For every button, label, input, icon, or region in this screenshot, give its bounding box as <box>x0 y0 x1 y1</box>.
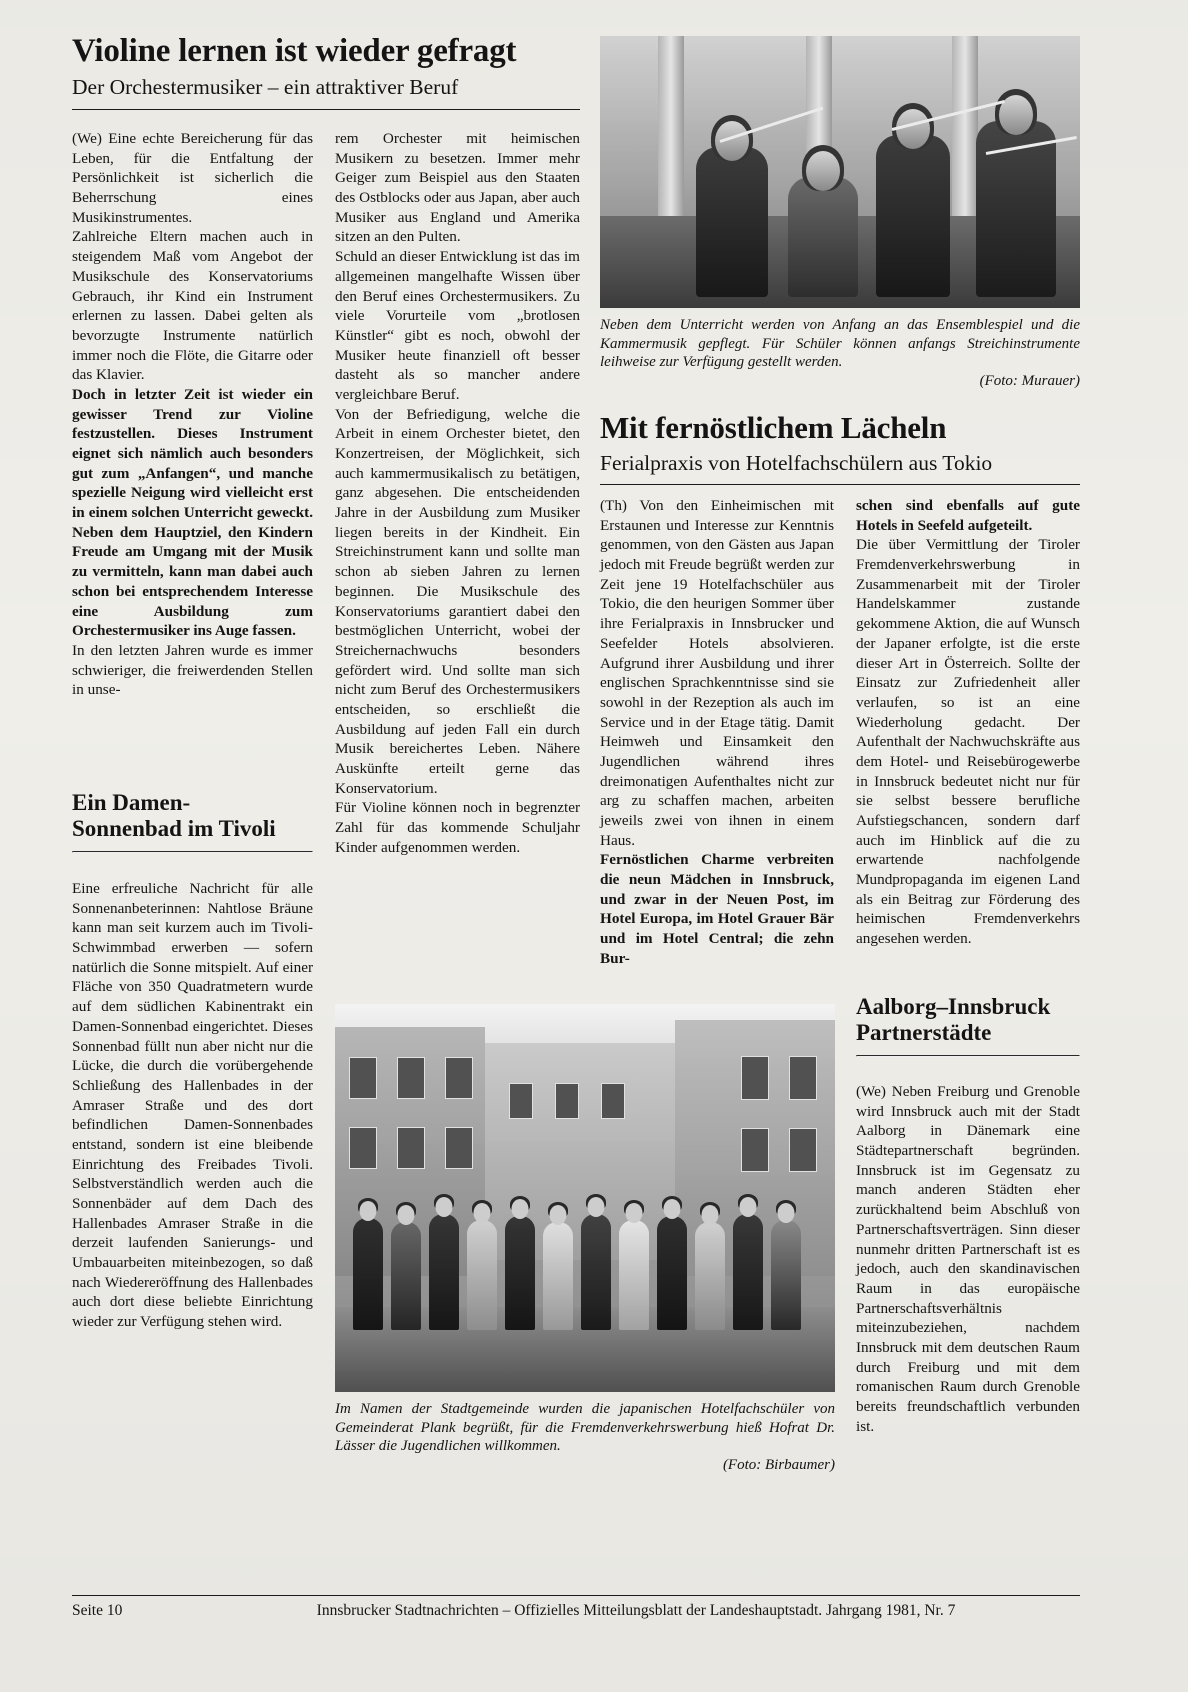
photo-person <box>505 1216 535 1330</box>
paragraph-bold: schen sind ebenfalls auf gute Hotels in Seefeld aufgeteilt. <box>856 497 1080 534</box>
violin-column-1 <box>72 129 313 700</box>
damen-body <box>72 879 313 1332</box>
photo-window <box>789 1056 817 1100</box>
photo-credit: (Foto: Murauer) <box>979 372 1080 389</box>
photo-person <box>696 147 768 297</box>
photo-window <box>445 1057 473 1099</box>
photo-person <box>429 1214 459 1330</box>
page-footer <box>72 1595 1080 1620</box>
caption-text: Neben dem Unterricht werden von Anfang an das Ensemblespiel und die Kammermusik gepflegt. Für Schüler können anfangs Streichinstrumente leihweise zur Verfügung gestellt werden. <box>600 317 1080 371</box>
photo-window <box>349 1057 377 1099</box>
fernost-column-2 <box>856 496 1080 949</box>
paragraph: Eine erfreuliche Nachricht für alle Sonnenanbeterinnen: Nahtlose Bräune kann man seit kurzem auch im Tivoli-Schwimmbad erwerben — sofern natürlich die Sonne mitspielt. Auf einer Fläche von 350 Quadratmetern wurde auf dem südlichen Kabinentrakt ein Damen-Sonnenbad eingerichtet. Dieses Sonnenbad füllt nun aber nicht nur die Lücke, die durch die vorübergehende Schließung des Hallenbades in der Amraser Straße und des dort befindlichen Damen-Sonnenbades entstand, sondern ist eine bleibende Einrichtung des Freibades Tivoli. Selbstverständlich werden auch die Sonnenbäder auf dem Dach des Hallenbades Amraser Straße in die derzeit laufenden Sanierungs- und Umbauarbeiten miteinbezogen, so daß nach Wiedereröffnung des Hallenbades auch dort diese beliebte Einrichtung wieder zur Verfügung stehen wird. <box>72 880 313 1331</box>
violin-headline: Violine lernen ist wieder gefragt <box>72 33 517 69</box>
photo-window <box>555 1083 579 1119</box>
fernost-headline: Mit fernöstlichem Lächeln <box>600 410 947 445</box>
violin-subhead: Der Orchestermusiker – ein attraktiver Beruf <box>72 74 459 99</box>
photo-window <box>445 1127 473 1169</box>
photo-person <box>391 1222 421 1330</box>
photo-person <box>467 1220 497 1330</box>
photo-person <box>619 1220 649 1330</box>
photo-person-head <box>806 151 840 191</box>
aalborg-headline-line2: Partnerstädte <box>856 1019 992 1045</box>
photo-person <box>543 1222 573 1330</box>
photo-window <box>397 1127 425 1169</box>
damen-headline-line2: Sonnenbad im Tivoli <box>72 815 276 841</box>
divider <box>856 1055 1080 1057</box>
photo-person <box>771 1220 801 1330</box>
divider <box>72 109 580 110</box>
photo-window <box>509 1083 533 1119</box>
aalborg-headline-line1: Aalborg–Innsbruck <box>856 994 1051 1019</box>
photo-window <box>741 1056 769 1100</box>
violin-article-header <box>72 34 580 110</box>
photo-window <box>349 1127 377 1169</box>
photo-person <box>581 1214 611 1330</box>
japanese-students-group-photo <box>335 1004 835 1392</box>
paragraph: rem Orchester mit heimischen Musikern zu besetzen. Immer mehr Geiger zum Beispiel aus den Staaten des Ostblocks oder aus Japan, aber auch Musiker aus England und Amerika sitzen an den Pulten. <box>335 130 580 246</box>
photo-person-head <box>896 109 930 149</box>
paragraph: In den letzten Jahren wurde es immer schwieriger, die freiwerdenden Stellen in unse- <box>72 641 313 699</box>
paragraph: Von der Befriedigung, welche die Arbeit in einem Orchester bietet, den Konzertreisen, der Möglichkeit, sich auch kammermusikalisch zu betätigen, ganz abgesehen. Die entscheidenden Jahre in der Ausbildung zum Musiker liegen bereits in der Kindheit. Ein Streichinstrument kann und sollte man schon ab sieben Jahren zu lernen beginnen. Die Musikschule des Konservatoriums garantiert dabei den bestmöglichen Unterricht, wobei der Streichernachwuchs besonders gefördert wird. Und sollte man sich nicht zum Beruf des Orchestermusikers entscheiden, so erschließt die Ausbildung auf jeden Fall ein durch Musik bereichertes Leben. Nähere Auskünfte erteilt gerne das Konservatorium. <box>335 405 580 797</box>
group-photo-caption <box>335 1400 835 1474</box>
paragraph: (We) Neben Freiburg und Grenoble wird Innsbruck auch mit der Stadt Aalborg in Dänemark eine Städtepartnerschaft begründen. Innsbruck ist im Gegensatz zu manch anderen Städten eher zurückhaltend beim Abschluß von Partnerschaftsverträgen. Sinn dieser nunmehr dritten Partnerschaft ist es jedoch, auch den skandinavischen Raum in das europäische Partnerschaftsverhältnis miteinzubeziehen, nachdem Innsbruck mit dem deutschen Raum durch Freiburg und mit dem romanischen Raum durch Grenoble bereits freundschaftlich verbunden ist. <box>856 1083 1080 1435</box>
aalborg-body <box>856 1082 1080 1436</box>
page-content <box>72 34 1080 1620</box>
photo-window <box>397 1057 425 1099</box>
page-number: Seite 10 <box>72 1602 123 1619</box>
divider <box>72 851 313 853</box>
paragraph-bold: Fernöstlichen Charme verbreiten die neun Mädchen in Innsbruck, und zwar in der Neuen Post, im Hotel Europa, im Hotel Grauer Bär und im Hotel Central; die zehn Bur- <box>600 851 834 967</box>
group-photo-block <box>335 1004 835 1474</box>
photo-window <box>789 1128 817 1172</box>
divider <box>600 484 1080 485</box>
photo-person <box>353 1218 383 1330</box>
violin-column-2 <box>335 129 580 857</box>
paragraph: Für Violine können noch in begrenzter Zahl für das kommende Schuljahr Kinder aufgenommen werden. <box>335 799 580 856</box>
fernost-subhead: Ferialpraxis von Hotelfachschülern aus Tokio <box>600 450 993 475</box>
orchestra-photo-block <box>600 36 1080 390</box>
photo-window <box>741 1128 769 1172</box>
photo-person <box>876 135 950 297</box>
paragraph: Zahlreiche Eltern machen auch in steigendem Maß vom Angebot der Musikschule des Konservatoriums Gebrauch, ihr Kind ein Instrument erlernen zu lassen. Dabei gelten als bevorzugte Instrumente natürlich immer noch die Flöte, die Gitarre oder das Klavier. <box>72 228 313 384</box>
photo-pillar <box>658 36 684 216</box>
paragraph-bold: Doch in letzter Zeit ist wieder ein gewisser Trend zur Violine festzustellen. Dieses Instrument eignet sich nämlich auch besonders gut zum „Anfangen“, und manche spezielle Neigung wird vielleicht erst in einem solchen Unterricht geweckt. Neben dem Hauptziel, den Kindern Freude am Umgang mit der Musik zu vermitteln, kann man dabei auch schon bei entsprechendem Interesse eine Ausbildung zum Orchestermusiker ins Auge fassen. <box>72 385 313 640</box>
photo-window <box>601 1083 625 1119</box>
photo-person <box>657 1216 687 1330</box>
fernost-column-1 <box>600 496 834 969</box>
orchestra-rehearsal-photo <box>600 36 1080 308</box>
paragraph: (Th) Von den Einheimischen mit Erstaunen und Interesse zur Kenntnis genommen, von den Gästen aus Japan jedoch mit Freude begrüßt werden zur Zeit jene 19 Hotelfachschüler aus Tokio, die den heurigen Sommer über ihre Ferialpraxis in Innsbrucker und Seefelder Hotels absolvieren. Aufgrund ihrer Ausbildung und ihrer englischen Sprachkenntnisse sind sie sowohl in der Rezeption als auch im Service und in der Etage tätig. Damit Heimweh und Einsamkeit den Jugendlichen während ihres dreimonatigen Aufenthaltes nicht zur arg zu schaffen machen, arbeiten jeweils zwei von ihnen in einem Haus. <box>600 497 834 849</box>
photo-credit: (Foto: Birbaumer) <box>722 1456 835 1473</box>
paragraph: Die über Vermittlung der Tiroler Fremdenverkehrswerbung in Zusammenarbeit mit der Tiroler Handelskammer zustande gekommene Aktion, die auf Wunsch der Japaner erfolgte, ist die erste dieser Art in Österreich. Sollte der Einsatz zur Zufriedenheit aller verlaufen, so ist an eine Wiederholung gedacht. Der Aufenthalt der Nachwuchskräfte aus dem Hotel- und Reisebürogewerbe in Innsbruck bedeutet nicht nur für sie selbst bessere berufliche Aufstiegschancen, sondern darf auch im Hinblick auf die zu erwartende nachfolgende Mundpropaganda im eigenen Land als ein Beitrag zur Förderung des heimischen Fremdenverkehrs angesehen werden. <box>856 536 1080 948</box>
photo-person <box>695 1222 725 1330</box>
orchestra-photo-caption <box>600 316 1080 390</box>
photo-person <box>733 1214 763 1330</box>
caption-text: Im Namen der Stadtgemeinde wurden die japanischen Hotelfachschüler von Gemeinderat Plank begrüßt, für die Fremdenverkehrswerbung hieß Hofrat Dr. Lässer die Jugendlichen willkommen. <box>335 1401 835 1455</box>
footer-imprint: Innsbrucker Stadtnachrichten – Offizielles Mitteilungsblatt der Landeshauptstadt. Jahrgang 1981, Nr. 7 <box>316 1602 956 1619</box>
damen-headline-line1: Ein Damen- <box>72 790 191 815</box>
paragraph: Schuld an dieser Entwicklung ist das im allgemeinen mangelhafte Wissen über den Beruf eines Orchestermusikers. Zu viele Vorurteile vom „brotlosen Künstler“ gibt es noch, obwohl der Musiker heute finanziell oft besser dasteht als so mancher andere vergleichbare Beruf. <box>335 248 580 403</box>
damen-article-header <box>72 790 313 861</box>
photo-pillar <box>952 36 978 216</box>
aalborg-article-header <box>856 994 1080 1065</box>
photo-person <box>788 177 858 297</box>
fernost-article-header <box>600 412 1080 485</box>
divider <box>72 1595 1080 1596</box>
paragraph: (We) Eine echte Bereicherung für das Leben, für die Entfaltung der Persönlichkeit ist sicherlich die Beherrschung eines Musikinstrumentes. <box>72 130 313 226</box>
